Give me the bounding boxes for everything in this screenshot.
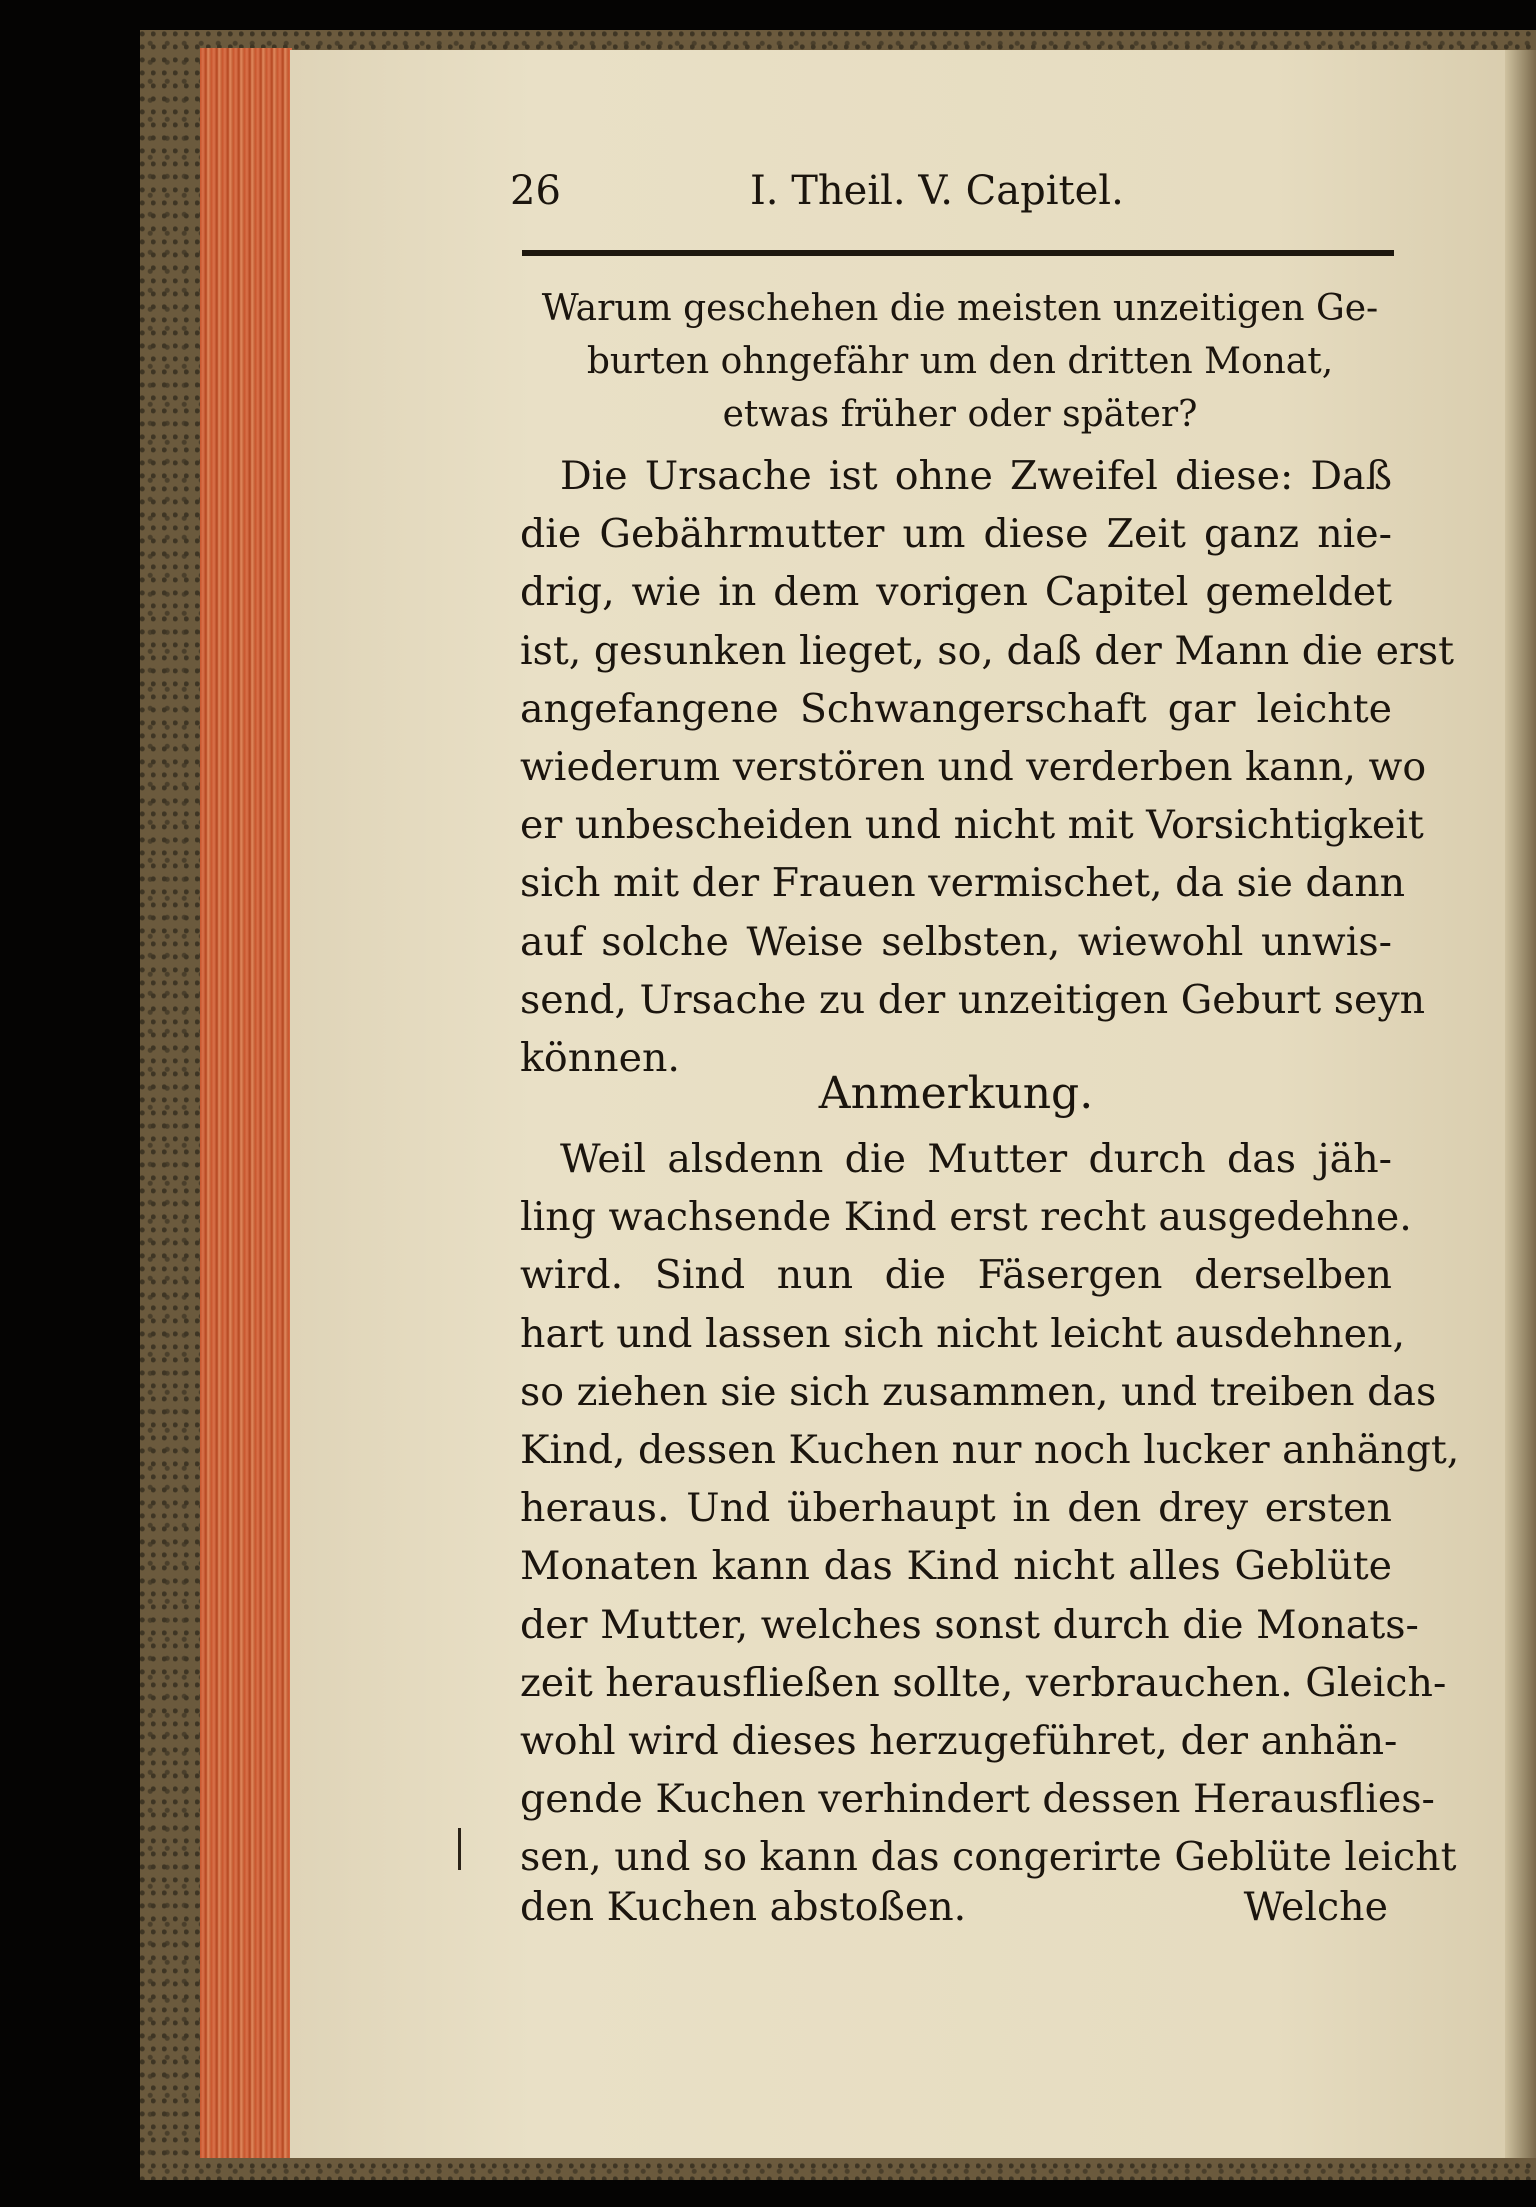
catchword: Welche — [1243, 1884, 1388, 1930]
text-line: Die Ursache ist ohne Zweifel diese: Daß — [560, 453, 1392, 499]
final-line: den Kuchen abstoßen. — [520, 1884, 967, 1930]
text-line: sich mit der Frauen vermischet, da sie dann — [520, 860, 1406, 907]
margin-mark — [458, 1828, 461, 1870]
text-line: wird. Sind nun die Fäsergen derselben — [520, 1252, 1392, 1299]
answer-paragraph — [520, 447, 1455, 1087]
text-line: er unbescheiden und nicht mit Vorsichtigkeit — [520, 802, 1424, 849]
text-line: sen, und so kann das congerirte Geblüte leicht — [520, 1834, 1457, 1881]
text-line: ling wachsende Kind erst recht ausgedehne. — [520, 1194, 1412, 1241]
text-line: heraus. Und überhaupt in den drey ersten — [520, 1485, 1392, 1532]
question-line: Warum geschehen die meisten unzeitigen Ge- — [541, 288, 1379, 329]
text-line: hart und lassen sich nicht leicht ausdehnen, — [520, 1310, 1406, 1357]
text-line: gende Kuchen verhindert dessen Herausflies- — [520, 1776, 1435, 1823]
text-line: auf solche Weise selbsten, wiewohl unwis- — [520, 918, 1392, 965]
page-edges — [200, 48, 292, 2158]
text-line: Weil alsdenn die Mutter durch das jäh- — [560, 1136, 1392, 1182]
text-line: zeit herausfließen sollte, verbrauchen. Gleich- — [520, 1659, 1447, 1706]
text-line: wiederum verstören und verderben kann, wo — [520, 744, 1427, 791]
text-line: die Gebährmutter um diese Zeit ganz nie- — [520, 511, 1392, 558]
note-heading: Anmerkung. — [818, 1068, 1094, 1119]
text-line: angefangene Schwangerschaft gar leichte — [520, 685, 1392, 732]
text-line: wohl wird dieses herzugeführet, der anhän- — [520, 1718, 1398, 1765]
page-gutter-shadow — [1505, 50, 1536, 2158]
running-head: I. Theil. V. Capitel. — [750, 168, 1124, 214]
text-line: drig, wie in dem vorigen Capitel gemeldet — [520, 569, 1392, 616]
question-line: etwas früher oder später? — [722, 394, 1198, 435]
note-paragraph — [520, 1130, 1460, 1887]
header-rule — [522, 250, 1394, 256]
running-header — [510, 168, 1390, 228]
text-line: Monaten kann das Kind nicht alles Geblüte — [520, 1543, 1392, 1590]
question-line: burten ohngefähr um den dritten Monat, — [586, 341, 1334, 382]
text-line: können. — [520, 1035, 680, 1082]
text-line: Kind, dessen Kuchen nur noch lucker anhängt, — [520, 1427, 1460, 1474]
text-line: send, Ursache zu der unzeitigen Geburt seyn — [520, 976, 1426, 1023]
page-number: 26 — [510, 168, 561, 214]
text-line: so ziehen sie sich zusammen, und treiben das — [520, 1368, 1437, 1415]
text-line: der Mutter, welches sonst durch die Monats- — [520, 1601, 1419, 1648]
question-heading — [520, 282, 1400, 441]
text-line: ist, gesunken lieget, so, daß der Mann die erst — [520, 627, 1455, 674]
